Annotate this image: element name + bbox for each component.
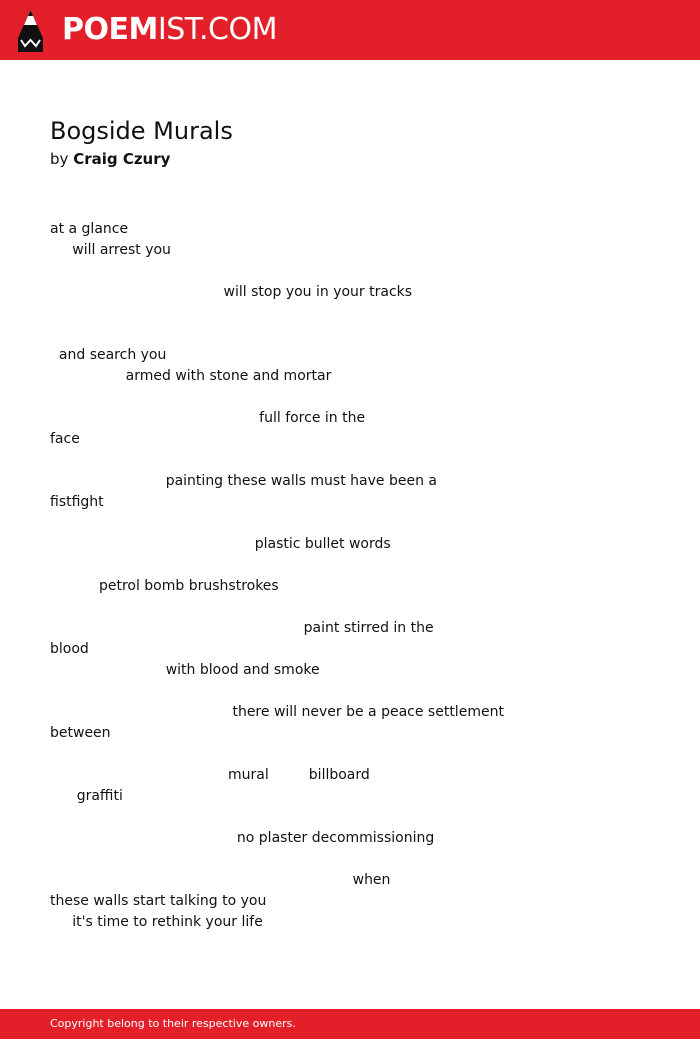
copyright-text: Copyright belong to their respective owners. (50, 1017, 296, 1030)
poem-line (50, 597, 670, 618)
poem-line (50, 261, 670, 282)
poem-line: mural billboard (50, 767, 370, 783)
poem-line: face (50, 431, 80, 447)
poem-line: and search you (50, 347, 167, 363)
poem-line: with blood and smoke (50, 662, 320, 678)
poem-body (50, 219, 670, 933)
poem-line: will arrest you (50, 242, 171, 258)
poem-line (50, 681, 670, 702)
site-header (0, 0, 700, 60)
poem-line (50, 555, 670, 576)
poem-line: when (50, 872, 391, 888)
poem-line: graffiti (50, 788, 123, 804)
poem-line: plastic bullet words (50, 536, 391, 552)
site-footer (0, 1009, 700, 1039)
pencil-icon[interactable] (18, 10, 43, 52)
poem-line (50, 303, 670, 324)
poem-line (50, 849, 670, 870)
poem-line (50, 744, 670, 765)
poem-line (50, 807, 670, 828)
poem-line (50, 513, 670, 534)
poem-line: there will never be a peace settlement (50, 704, 504, 720)
poem-line: between (50, 725, 111, 741)
poem-line: blood (50, 641, 89, 657)
site-logo[interactable] (62, 12, 277, 48)
poem-line: it's time to rethink your life (50, 914, 263, 930)
poem-line: petrol bomb brushstrokes (50, 578, 279, 594)
poem-line: these walls start talking to you (50, 893, 267, 909)
poem-line (50, 324, 670, 345)
author-name[interactable]: Craig Czury (73, 150, 171, 168)
poem-line: armed with stone and mortar (50, 368, 332, 384)
poem-line: will stop you in your tracks (50, 284, 413, 300)
poem-line: no plaster decommissioning (50, 830, 435, 846)
poem-line: fistfight (50, 494, 104, 510)
brand-light: IST.COM (157, 12, 277, 47)
poem-line: full force in the (50, 410, 366, 426)
poem-line (50, 387, 670, 408)
poem-line: painting these walls must have been a (50, 473, 437, 489)
by-label: by (50, 150, 69, 168)
poem-line (50, 450, 670, 471)
poem-line: paint stirred in the (50, 620, 434, 636)
brand-bold: POEM (62, 12, 158, 47)
byline (50, 149, 170, 169)
poem-title: Bogside Murals (50, 117, 233, 145)
poem-line: at a glance (50, 221, 129, 237)
